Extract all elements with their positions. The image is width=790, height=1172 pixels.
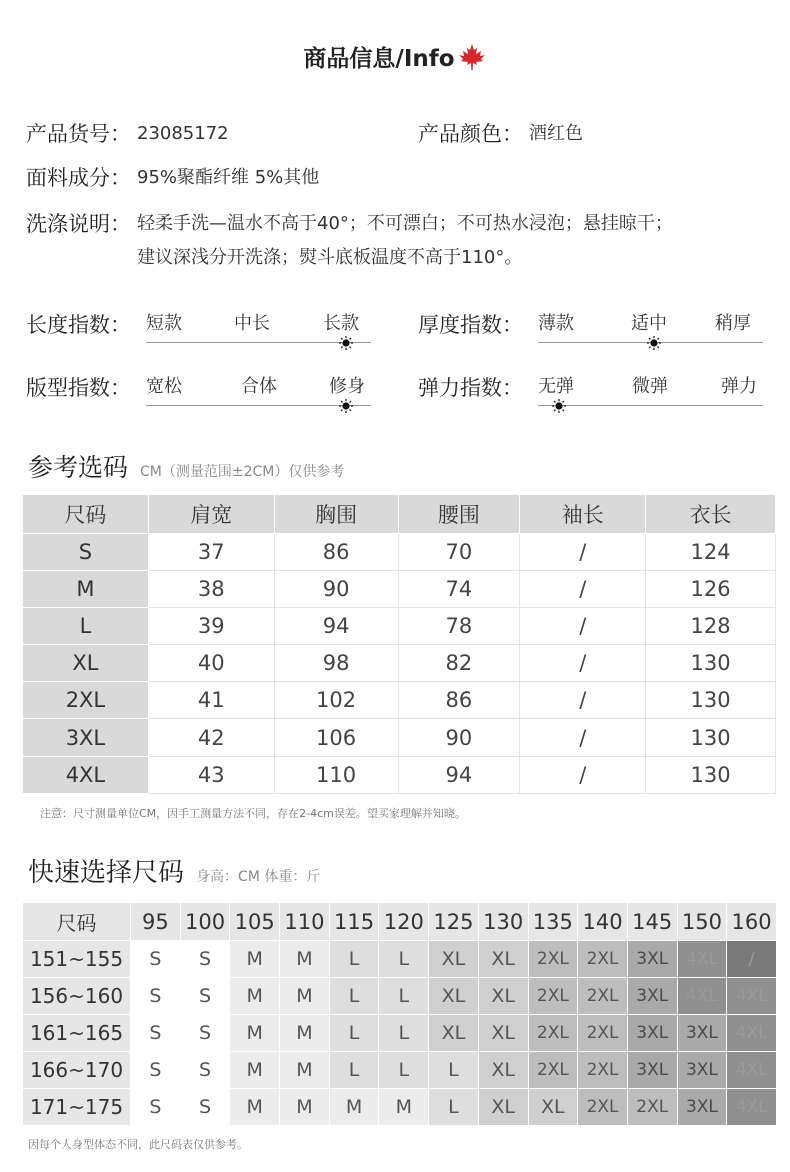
size-cell: 43 <box>148 756 274 793</box>
page-title-wrap <box>303 40 486 73</box>
size-table-row <box>23 719 776 756</box>
height-range-cell: 171~175 <box>23 1089 131 1126</box>
size-suggestion-cell: 2XL <box>528 941 578 978</box>
info-wash-row <box>26 207 673 275</box>
size-cell: 37 <box>148 534 274 571</box>
length-index-line <box>146 342 371 343</box>
size-suggestion-cell: 3XL <box>677 1089 727 1126</box>
size-suggestion-cell: XL <box>429 941 479 978</box>
size-cell: 82 <box>398 645 520 682</box>
size-suggestion-cell: 4XL <box>727 1015 777 1052</box>
size-suggestion-cell: M <box>280 1089 330 1126</box>
length-index-scale <box>146 311 371 341</box>
size-suggestion-cell: S <box>131 978 181 1015</box>
size-cell: 39 <box>148 608 274 645</box>
quick-table-row <box>23 1089 777 1126</box>
size-cell: / <box>520 682 646 719</box>
size-cell: 130 <box>646 682 776 719</box>
size-cell: 130 <box>646 756 776 793</box>
size-suggestion-cell: S <box>180 1089 230 1126</box>
size-suggestion-cell: S <box>180 1015 230 1052</box>
info-fabric-row <box>26 161 319 195</box>
size-cell: 86 <box>274 534 398 571</box>
size-suggestion-cell: XL <box>478 1089 528 1126</box>
height-range-cell: 166~170 <box>23 1052 131 1089</box>
weight-header-cell: 95 <box>131 903 181 941</box>
size-cell: 94 <box>274 608 398 645</box>
fabric-value: 95%聚酯纤维 5%其他 <box>137 167 320 188</box>
size-suggestion-cell: L <box>429 1089 479 1126</box>
info-color-row <box>418 117 583 151</box>
size-suggestion-cell: 3XL <box>627 1015 677 1052</box>
size-header-cell: 袖长 <box>520 495 646 534</box>
fit-index <box>26 374 371 404</box>
size-suggestion-cell: M <box>230 1015 280 1052</box>
length-option-short: 短款 <box>146 313 182 334</box>
size-cell: 90 <box>398 719 520 756</box>
fit-index-line <box>146 405 371 406</box>
size-suggestion-cell: 3XL <box>677 1015 727 1052</box>
fit-index-label: 版型指数： <box>26 376 131 400</box>
size-table-row <box>23 756 776 793</box>
size-cell: 74 <box>398 571 520 608</box>
size-suggestion-cell: 2XL <box>627 1089 677 1126</box>
thickness-index-scale <box>538 311 763 341</box>
size-suggestion-cell: 3XL <box>627 1052 677 1089</box>
size-row-label: XL <box>23 645 149 682</box>
size-suggestion-cell: M <box>280 1015 330 1052</box>
size-cell: 40 <box>148 645 274 682</box>
size-table-row <box>23 534 776 571</box>
size-suggestion-cell: M <box>280 1052 330 1089</box>
wash-value <box>137 207 673 275</box>
size-suggestion-cell: L <box>329 1052 379 1089</box>
height-range-cell: 151~155 <box>23 941 131 978</box>
fit-option-loose: 宽松 <box>146 376 182 397</box>
quick-table-body <box>23 941 777 1126</box>
size-cell: 106 <box>274 719 398 756</box>
size-suggestion-cell: XL <box>429 978 479 1015</box>
size-table-row <box>23 682 776 719</box>
fit-option-regular: 合体 <box>241 376 277 397</box>
size-header-cell: 衣长 <box>646 495 776 534</box>
thickness-index-label: 厚度指数： <box>418 313 523 337</box>
size-header-cell: 胸围 <box>274 495 398 534</box>
size-cell: 98 <box>274 645 398 682</box>
quick-note: 因每个人身型体态不同，此尺码表仅供参考。 <box>28 1138 248 1151</box>
length-option-long: 长款 <box>323 313 359 334</box>
size-suggestion-cell: XL <box>528 1089 578 1126</box>
size-row-label: M <box>23 571 149 608</box>
size-cell: 126 <box>646 571 776 608</box>
height-range-cell: 161~165 <box>23 1015 131 1052</box>
weight-header-cell: 115 <box>329 903 379 941</box>
size-suggestion-cell: M <box>230 1089 280 1126</box>
size-note: 注意：尺寸测量单位CM，因手工测量方法不同，存在2-4cm误差。望买家理解并知晓。 <box>40 807 466 820</box>
size-section-subtitle: CM（测量范围±2CM）仅供参考 <box>140 464 345 480</box>
size-suggestion-cell: 3XL <box>627 941 677 978</box>
size-cell: 124 <box>646 534 776 571</box>
sun-marker-icon <box>339 336 353 350</box>
code-label: 产品货号： <box>26 122 131 146</box>
size-table-row <box>23 608 776 645</box>
page-header <box>0 40 790 73</box>
fabric-label: 面料成分： <box>26 166 131 190</box>
size-row-label: 4XL <box>23 756 149 793</box>
size-cell: 110 <box>274 756 398 793</box>
size-cell: 86 <box>398 682 520 719</box>
page-title: 商品信息/Info <box>303 46 455 72</box>
size-suggestion-cell: L <box>329 978 379 1015</box>
weight-header-cell: 135 <box>528 903 578 941</box>
size-row-label: 3XL <box>23 719 149 756</box>
weight-header-cell: 160 <box>727 903 777 941</box>
size-suggestion-cell: 4XL <box>677 978 727 1015</box>
size-cell: / <box>520 645 646 682</box>
size-suggestion-cell: S <box>131 1015 181 1052</box>
size-suggestion-cell: S <box>131 941 181 978</box>
size-suggestion-cell: M <box>280 941 330 978</box>
size-cell: 130 <box>646 645 776 682</box>
size-suggestion-cell: M <box>379 1089 429 1126</box>
size-table-body <box>23 534 776 794</box>
size-table-row <box>23 645 776 682</box>
size-suggestion-cell: 2XL <box>528 978 578 1015</box>
quick-section-title: 快速选择尺码 <box>28 858 185 888</box>
size-cell: 128 <box>646 608 776 645</box>
info-code-row <box>26 117 229 151</box>
weight-header-cell: 140 <box>578 903 628 941</box>
quick-table-row <box>23 1052 777 1089</box>
size-section-title: 参考选码 <box>28 453 129 482</box>
size-suggestion-cell: 2XL <box>578 941 628 978</box>
quick-table-header-row <box>23 903 777 941</box>
height-range-cell: 156~160 <box>23 978 131 1015</box>
size-cell: 94 <box>398 756 520 793</box>
size-suggestion-cell: M <box>280 978 330 1015</box>
thickness-option-medium: 适中 <box>631 313 667 334</box>
size-cell: / <box>520 534 646 571</box>
size-row-label: 2XL <box>23 682 149 719</box>
size-cell: 38 <box>148 571 274 608</box>
fit-option-slim: 修身 <box>329 376 365 397</box>
size-suggestion-cell: XL <box>429 1015 479 1052</box>
weight-header-cell: 145 <box>627 903 677 941</box>
fit-index-scale <box>146 374 371 404</box>
size-suggestion-cell: L <box>379 1015 429 1052</box>
thickness-option-thin: 薄款 <box>538 313 574 334</box>
size-suggestion-cell: 3XL <box>627 978 677 1015</box>
size-suggestion-cell: XL <box>478 1015 528 1052</box>
color-label: 产品颜色： <box>418 122 523 146</box>
size-header-cell: 腰围 <box>398 495 520 534</box>
size-suggestion-cell: / <box>727 941 777 978</box>
weight-header-cell: 130 <box>478 903 528 941</box>
size-suggestion-cell: L <box>379 1052 429 1089</box>
weight-header-cell: 105 <box>230 903 280 941</box>
sun-marker-icon <box>552 399 566 413</box>
size-suggestion-cell: 2XL <box>578 1015 628 1052</box>
code-value: 23085172 <box>137 123 229 144</box>
size-suggestion-cell: 2XL <box>578 1052 628 1089</box>
weight-header-cell: 100 <box>180 903 230 941</box>
size-suggestion-cell: M <box>230 978 280 1015</box>
stretch-index-label: 弹力指数： <box>418 376 523 400</box>
size-suggestion-cell: XL <box>478 941 528 978</box>
size-suggestion-cell: L <box>329 1015 379 1052</box>
quick-table-row <box>23 941 777 978</box>
size-suggestion-cell: L <box>329 941 379 978</box>
size-suggestion-cell: S <box>131 1089 181 1126</box>
weight-header-cell: 110 <box>280 903 330 941</box>
size-cell: / <box>520 608 646 645</box>
quick-table-row <box>23 978 777 1015</box>
stretch-index-scale <box>538 374 763 404</box>
size-cell: / <box>520 571 646 608</box>
quick-size-table <box>22 902 777 1126</box>
size-suggestion-cell: 4XL <box>677 941 727 978</box>
sun-marker-icon <box>647 336 661 350</box>
size-suggestion-cell: L <box>429 1052 479 1089</box>
size-suggestion-cell: XL <box>478 1052 528 1089</box>
size-suggestion-cell: M <box>230 941 280 978</box>
stretch-index <box>418 374 763 404</box>
size-suggestion-cell: 2XL <box>528 1052 578 1089</box>
size-suggestion-cell: 2XL <box>578 1089 628 1126</box>
size-suggestion-cell: S <box>131 1052 181 1089</box>
stretch-option-stretch: 弹力 <box>721 376 757 397</box>
stretch-option-slight: 微弹 <box>632 376 668 397</box>
size-cell: 78 <box>398 608 520 645</box>
wash-line-1: 轻柔手洗—温水不高于40°；不可漂白；不可热水浸泡；悬挂晾干； <box>137 213 673 234</box>
length-option-mid: 中长 <box>234 313 270 334</box>
size-table-row <box>23 571 776 608</box>
color-value: 酒红色 <box>529 123 583 144</box>
maple-leaf-icon <box>457 42 487 72</box>
stretch-index-line <box>538 405 763 406</box>
size-cell: 90 <box>274 571 398 608</box>
size-suggestion-cell: M <box>329 1089 379 1126</box>
size-suggestion-cell: S <box>180 978 230 1015</box>
thickness-index <box>418 311 763 341</box>
weight-header-cell: 150 <box>677 903 727 941</box>
size-suggestion-cell: XL <box>478 978 528 1015</box>
size-header-cell: 肩宽 <box>148 495 274 534</box>
size-suggestion-cell: M <box>230 1052 280 1089</box>
size-suggestion-cell: 2XL <box>528 1015 578 1052</box>
size-suggestion-cell: S <box>180 1052 230 1089</box>
quick-section-header <box>28 852 320 889</box>
size-cell: / <box>520 756 646 793</box>
quick-header-label: 尺码 <box>23 903 131 941</box>
size-suggestion-cell: 4XL <box>727 1052 777 1089</box>
stretch-option-none: 无弹 <box>538 376 574 397</box>
size-table-header-row <box>23 495 776 534</box>
quick-table-row <box>23 1015 777 1052</box>
size-suggestion-cell: L <box>379 941 429 978</box>
size-cell: / <box>520 719 646 756</box>
size-suggestion-cell: 4XL <box>727 1089 777 1126</box>
size-cell: 130 <box>646 719 776 756</box>
size-suggestion-cell: 3XL <box>677 1052 727 1089</box>
sun-marker-icon <box>339 399 353 413</box>
size-cell: 70 <box>398 534 520 571</box>
size-suggestion-cell: 2XL <box>578 978 628 1015</box>
size-row-label: S <box>23 534 149 571</box>
size-suggestion-cell: L <box>379 978 429 1015</box>
size-cell: 42 <box>148 719 274 756</box>
size-table <box>22 494 776 794</box>
weight-header-cell: 125 <box>429 903 479 941</box>
size-suggestion-cell: 4XL <box>727 978 777 1015</box>
size-suggestion-cell: S <box>180 941 230 978</box>
size-row-label: L <box>23 608 149 645</box>
weight-header-cell: 120 <box>379 903 429 941</box>
wash-line-2: 建议深浅分开洗涤；熨斗底板温度不高于110°。 <box>137 247 523 268</box>
quick-section-subtitle: 身高：CM 体重：斤 <box>196 869 321 885</box>
size-header-cell: 尺码 <box>23 495 149 534</box>
size-cell: 41 <box>148 682 274 719</box>
size-section-header <box>28 448 344 484</box>
thickness-option-thick: 稍厚 <box>715 313 751 334</box>
size-cell: 102 <box>274 682 398 719</box>
length-index <box>26 311 371 341</box>
wash-label: 洗涤说明： <box>26 212 131 236</box>
length-index-label: 长度指数： <box>26 313 131 337</box>
